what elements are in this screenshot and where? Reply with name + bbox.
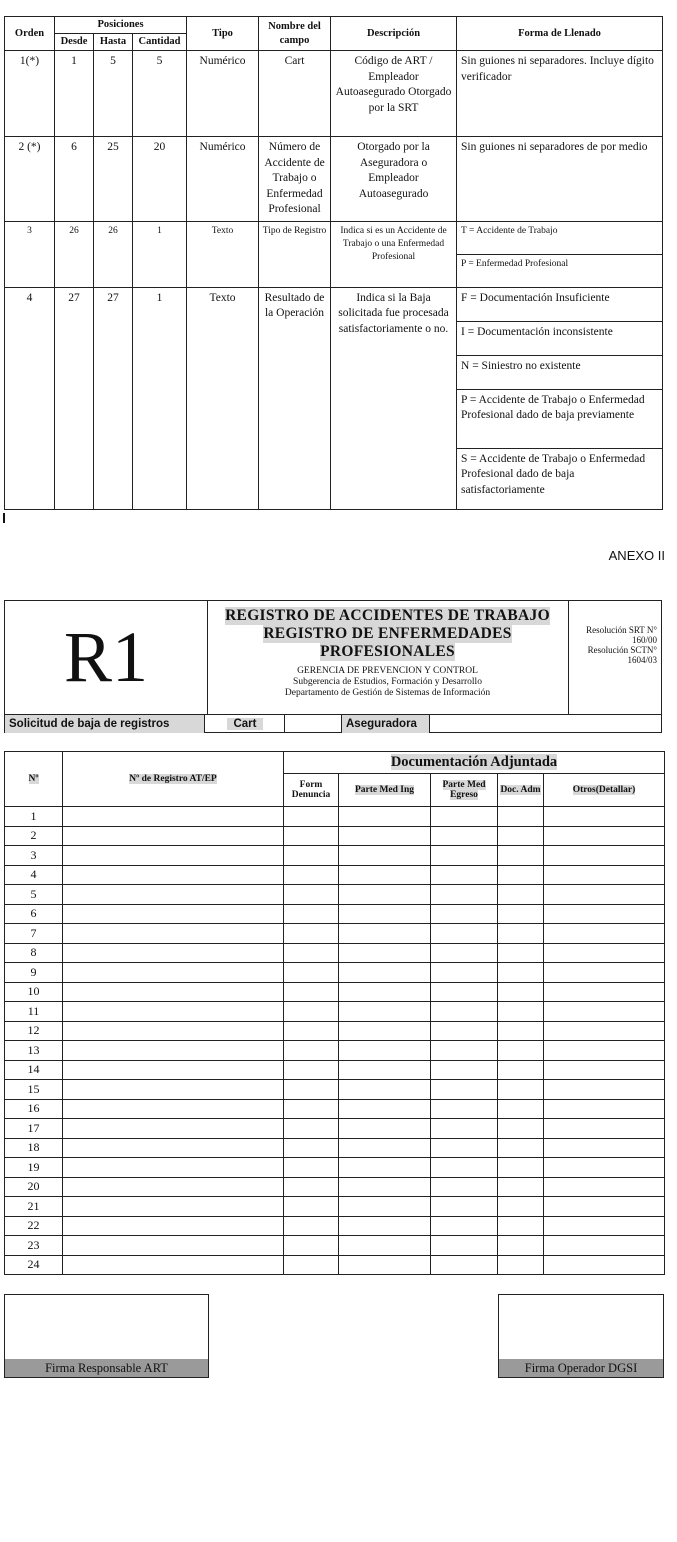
parte-med-ing-cell[interactable] (339, 1158, 431, 1178)
doc-adm-cell[interactable] (498, 1255, 544, 1275)
parte-med-egreso-cell[interactable] (431, 1158, 498, 1178)
cell-nombre: Tipo de Registro (259, 221, 331, 287)
form-denuncia-cell[interactable] (284, 1158, 339, 1178)
cell-hasta: 25 (94, 137, 133, 222)
cell-descripcion: Otorgado por la Aseguradora o Empleador Autoasegurado (331, 137, 457, 222)
registro-cell[interactable] (63, 1021, 284, 1041)
cell-forma (457, 221, 663, 287)
row-number: 10 (5, 982, 63, 1002)
parte-med-egreso-cell[interactable] (431, 1197, 498, 1217)
spec-row (5, 287, 663, 509)
doc-adm-cell[interactable] (498, 1138, 544, 1158)
signature-label-art: Firma Responsable ART (5, 1359, 208, 1377)
otros-cell[interactable] (544, 1080, 665, 1100)
doc-adm-cell[interactable] (498, 943, 544, 963)
row-number: 17 (5, 1119, 63, 1139)
row-number: 15 (5, 1080, 63, 1100)
doc-adm-cell[interactable] (498, 1002, 544, 1022)
form-denuncia-cell[interactable] (284, 1177, 339, 1197)
cell-cantidad: 5 (133, 51, 187, 137)
otros-cell[interactable] (544, 1021, 665, 1041)
table-row (5, 846, 665, 866)
doc-adm-cell[interactable] (498, 1119, 544, 1139)
parte-med-egreso-cell[interactable] (431, 1002, 498, 1022)
row-number: 20 (5, 1177, 63, 1197)
header-nombre: Nombre del campo (259, 17, 331, 51)
form-denuncia-cell[interactable] (284, 1060, 339, 1080)
row-number: 18 (5, 1138, 63, 1158)
header-parte-med-egreso (431, 774, 498, 807)
cell-hasta: 26 (94, 221, 133, 287)
header-registro-text: Nº de Registro AT/EP (129, 774, 217, 784)
parte-med-egreso-cell[interactable] (431, 846, 498, 866)
registro-cell[interactable] (63, 807, 284, 827)
registro-cell[interactable] (63, 885, 284, 905)
row-number: 8 (5, 943, 63, 963)
form-denuncia-cell[interactable] (284, 1041, 339, 1061)
parte-med-ing-cell[interactable] (339, 1021, 431, 1041)
table-row (5, 1041, 665, 1061)
doc-adm-cell[interactable] (498, 826, 544, 846)
registro-cell[interactable] (63, 846, 284, 866)
table-row (5, 1197, 665, 1217)
spec-row (5, 137, 663, 222)
cell-orden: 3 (5, 221, 55, 287)
parte-med-ing-cell[interactable] (339, 1255, 431, 1275)
cell-nombre: Resultado de la Operación (259, 287, 331, 509)
header-descripcion: Descripción (331, 17, 457, 51)
otros-cell[interactable] (544, 982, 665, 1002)
cell-descripcion: Indica si es un Accidente de Trabajo o una Enfermedad Profesional (331, 221, 457, 287)
otros-cell[interactable] (544, 924, 665, 944)
parte-med-egreso-cell[interactable] (431, 826, 498, 846)
doc-adm-cell[interactable] (498, 1041, 544, 1061)
form-denuncia-cell[interactable] (284, 904, 339, 924)
otros-cell[interactable] (544, 1177, 665, 1197)
table-row (5, 1119, 665, 1139)
row-number: 14 (5, 1060, 63, 1080)
table-row (5, 982, 665, 1002)
parte-med-egreso-cell[interactable] (431, 1119, 498, 1139)
header-desde: Desde (55, 34, 94, 51)
header-doc-adm (498, 774, 544, 807)
form-denuncia-cell[interactable] (284, 1099, 339, 1119)
table-row (5, 1138, 665, 1158)
otros-cell[interactable] (544, 1158, 665, 1178)
cell-hasta: 5 (94, 51, 133, 137)
header-parte-med-ing (339, 774, 431, 807)
form-denuncia-cell[interactable] (284, 846, 339, 866)
form-denuncia-cell[interactable] (284, 1080, 339, 1100)
org-line: Departamento de Gestión de Sistemas de Información (284, 688, 491, 698)
registro-cell[interactable] (63, 1002, 284, 1022)
parte-med-egreso-cell[interactable] (431, 924, 498, 944)
doc-adm-cell[interactable] (498, 1197, 544, 1217)
parte-med-egreso-cell[interactable] (431, 865, 498, 885)
table-row (5, 885, 665, 905)
cell-tipo: Numérico (187, 137, 259, 222)
header-orden: Orden (5, 17, 55, 51)
doc-adm-cell[interactable] (498, 963, 544, 983)
cell-orden: 2 (*) (5, 137, 55, 222)
parte-med-ing-cell[interactable] (339, 1236, 431, 1256)
doc-adm-cell[interactable] (498, 865, 544, 885)
otros-cell[interactable] (544, 885, 665, 905)
parte-med-ing-cell[interactable] (339, 1080, 431, 1100)
registro-cell[interactable] (63, 1041, 284, 1061)
cell-tipo: Numérico (187, 51, 259, 137)
parte-med-egreso-cell[interactable] (431, 1080, 498, 1100)
doc-adm-cell[interactable] (498, 1216, 544, 1236)
title-line: PROFESIONALES (320, 643, 455, 660)
cell-desde: 26 (55, 221, 94, 287)
registro-cell[interactable] (63, 982, 284, 1002)
annex-label: ANEXO II (608, 548, 665, 563)
resolution-line: 1604/03 (627, 655, 657, 665)
row-number: 3 (5, 846, 63, 866)
doc-adm-cell[interactable] (498, 1021, 544, 1041)
parte-med-ing-cell[interactable] (339, 1197, 431, 1217)
row-number: 13 (5, 1041, 63, 1061)
form-denuncia-cell[interactable] (284, 1197, 339, 1217)
doc-adm-cell[interactable] (498, 1158, 544, 1178)
header-parte-med-egreso-text: Parte Med Egreso (442, 780, 486, 800)
documentation-table (4, 751, 665, 1275)
table-row (5, 1177, 665, 1197)
header-form-denuncia: Form Denuncia (284, 774, 339, 807)
spec-row (5, 221, 663, 287)
doc-adm-cell[interactable] (498, 807, 544, 827)
registro-cell[interactable] (63, 865, 284, 885)
registro-cell[interactable] (63, 904, 284, 924)
doc-adm-cell[interactable] (498, 924, 544, 944)
cell-orden: 4 (5, 287, 55, 509)
form-denuncia-cell[interactable] (284, 1255, 339, 1275)
otros-cell[interactable] (544, 807, 665, 827)
forma-item: T = Accidente de Trabajo (461, 225, 558, 236)
field-spec-table (4, 16, 663, 510)
otros-cell[interactable] (544, 865, 665, 885)
registro-cell[interactable] (63, 1255, 284, 1275)
table-row (5, 1255, 665, 1275)
form-denuncia-cell[interactable] (284, 1002, 339, 1022)
doc-adm-cell[interactable] (498, 1060, 544, 1080)
form-code: R1 (63, 617, 149, 697)
row-number: 9 (5, 963, 63, 983)
doc-adm-cell[interactable] (498, 1177, 544, 1197)
doc-adm-cell[interactable] (498, 904, 544, 924)
parte-med-ing-cell[interactable] (339, 924, 431, 944)
organization-block (207, 666, 568, 699)
parte-med-ing-cell[interactable] (339, 1216, 431, 1236)
doc-adm-cell[interactable] (498, 846, 544, 866)
row-number: 5 (5, 885, 63, 905)
table-row (5, 1080, 665, 1100)
parte-med-egreso-cell[interactable] (431, 1041, 498, 1061)
otros-cell[interactable] (544, 1099, 665, 1119)
table-row (5, 943, 665, 963)
table-row (5, 826, 665, 846)
cell-forma (457, 137, 663, 222)
cell-cantidad: 1 (133, 221, 187, 287)
parte-med-egreso-cell[interactable] (431, 1236, 498, 1256)
cell-nombre: Número de Accidente de Trabajo o Enfermedad Profesional (259, 137, 331, 222)
form-code-box (5, 601, 208, 714)
forma-item: P = Enfermedad Profesional (457, 254, 662, 274)
otros-cell[interactable] (544, 943, 665, 963)
parte-med-ing-cell[interactable] (339, 1041, 431, 1061)
table-row (5, 1060, 665, 1080)
registro-cell[interactable] (63, 1236, 284, 1256)
parte-med-ing-cell[interactable] (339, 846, 431, 866)
header-documentacion (284, 752, 665, 774)
row-number: 24 (5, 1255, 63, 1275)
header-hasta: Hasta (94, 34, 133, 51)
cell-descripcion: Código de ART / Empleador Autoasegurado Otorgado por la SRT (331, 51, 457, 137)
form-denuncia-cell[interactable] (284, 1216, 339, 1236)
table-row (5, 865, 665, 885)
row-number: 6 (5, 904, 63, 924)
parte-med-ing-cell[interactable] (339, 904, 431, 924)
margin-mark (3, 513, 5, 523)
form-denuncia-cell[interactable] (284, 982, 339, 1002)
table-row (5, 924, 665, 944)
parte-med-ing-cell[interactable] (339, 1119, 431, 1139)
parte-med-egreso-cell[interactable] (431, 963, 498, 983)
forma-item: I = Documentación inconsistente (457, 321, 662, 355)
registro-cell[interactable] (63, 943, 284, 963)
header-registro (63, 752, 284, 807)
header-tipo: Tipo (187, 17, 259, 51)
doc-adm-cell[interactable] (498, 1080, 544, 1100)
cell-tipo: Texto (187, 221, 259, 287)
parte-med-ing-cell[interactable] (339, 1002, 431, 1022)
cell-forma (457, 287, 663, 509)
form-denuncia-cell[interactable] (284, 1138, 339, 1158)
registro-cell[interactable] (63, 1216, 284, 1236)
parte-med-ing-cell[interactable] (339, 1060, 431, 1080)
documentation-table-body (5, 807, 665, 1275)
form-denuncia-cell[interactable] (284, 826, 339, 846)
registro-cell[interactable] (63, 1099, 284, 1119)
form-denuncia-cell[interactable] (284, 1119, 339, 1139)
otros-cell[interactable] (544, 1002, 665, 1022)
registro-cell[interactable] (63, 963, 284, 983)
header-posiciones: Posiciones (55, 17, 187, 34)
table-row (5, 1158, 665, 1178)
header-forma: Forma de Llenado (457, 17, 663, 51)
form-denuncia-cell[interactable] (284, 1236, 339, 1256)
parte-med-ing-cell[interactable] (339, 1138, 431, 1158)
parte-med-egreso-cell[interactable] (431, 1060, 498, 1080)
cart-label: Cart (227, 718, 262, 730)
row-number: 22 (5, 1216, 63, 1236)
parte-med-egreso-cell[interactable] (431, 982, 498, 1002)
forma-item: P = Accidente de Trabajo o Enfermedad Profesional dado de baja previamente (457, 389, 662, 448)
registro-cell[interactable] (63, 1138, 284, 1158)
parte-med-egreso-cell[interactable] (431, 1177, 498, 1197)
otros-cell[interactable] (544, 963, 665, 983)
row-number: 1 (5, 807, 63, 827)
registro-cell[interactable] (63, 1060, 284, 1080)
cell-orden: 1(*) (5, 51, 55, 137)
cell-desde: 6 (55, 137, 94, 222)
forma-item: S = Accidente de Trabajo o Enfermedad Profesional dado de baja satisfactoriamente (457, 448, 662, 502)
table-row (5, 1002, 665, 1022)
row-number: 19 (5, 1158, 63, 1178)
registro-cell[interactable] (63, 826, 284, 846)
parte-med-egreso-cell[interactable] (431, 1255, 498, 1275)
aseguradora-label: Aseguradora (342, 715, 430, 733)
signature-label-dgsi: Firma Operador DGSI (499, 1359, 663, 1377)
cell-descripcion: Indica si la Baja solicitada fue procesada satisfactoriamente o no. (331, 287, 457, 509)
org-line: GERENCIA DE PREVENCION Y CONTROL (297, 666, 478, 676)
table-row (5, 807, 665, 827)
form-denuncia-cell[interactable] (284, 885, 339, 905)
otros-cell[interactable] (544, 1119, 665, 1139)
table-row (5, 904, 665, 924)
registro-cell[interactable] (63, 924, 284, 944)
form-denuncia-cell[interactable] (284, 943, 339, 963)
registro-cell[interactable] (63, 1119, 284, 1139)
form-denuncia-cell[interactable] (284, 807, 339, 827)
cell-cantidad: 1 (133, 287, 187, 509)
cell-hasta: 27 (94, 287, 133, 509)
parte-med-ing-cell[interactable] (339, 826, 431, 846)
row-number: 7 (5, 924, 63, 944)
parte-med-ing-cell[interactable] (339, 963, 431, 983)
table-row (5, 1099, 665, 1119)
parte-med-ing-cell[interactable] (339, 943, 431, 963)
registro-cell[interactable] (63, 1177, 284, 1197)
row-number: 21 (5, 1197, 63, 1217)
parte-med-egreso-cell[interactable] (431, 1021, 498, 1041)
cell-desde: 27 (55, 287, 94, 509)
form-header (4, 600, 662, 733)
form-title (207, 607, 568, 661)
row-number: 11 (5, 1002, 63, 1022)
form-denuncia-cell[interactable] (284, 865, 339, 885)
otros-cell[interactable] (544, 846, 665, 866)
parte-med-egreso-cell[interactable] (431, 904, 498, 924)
table-row (5, 1236, 665, 1256)
form-denuncia-cell[interactable] (284, 963, 339, 983)
parte-med-ing-cell[interactable] (339, 982, 431, 1002)
forma-item: N = Siniestro no existente (457, 355, 662, 389)
parte-med-ing-cell[interactable] (339, 1099, 431, 1119)
doc-adm-cell[interactable] (498, 982, 544, 1002)
form-info-row (5, 714, 661, 733)
parte-med-ing-cell[interactable] (339, 807, 431, 827)
parte-med-egreso-cell[interactable] (431, 1138, 498, 1158)
form-denuncia-cell[interactable] (284, 1021, 339, 1041)
table-row (5, 963, 665, 983)
header-otros (544, 774, 665, 807)
parte-med-egreso-cell[interactable] (431, 885, 498, 905)
resolution-line: Resolución SCTN° (587, 645, 657, 655)
cart-field[interactable] (285, 715, 342, 733)
cell-nombre: Cart (259, 51, 331, 137)
registro-cell[interactable] (63, 1197, 284, 1217)
header-cantidad: Cantidad (133, 34, 187, 51)
otros-cell[interactable] (544, 1060, 665, 1080)
parte-med-egreso-cell[interactable] (431, 807, 498, 827)
parte-med-egreso-cell[interactable] (431, 943, 498, 963)
parte-med-ing-cell[interactable] (339, 1177, 431, 1197)
doc-adm-cell[interactable] (498, 1099, 544, 1119)
otros-cell[interactable] (544, 904, 665, 924)
header-doc-adm-text: Doc. Adm (500, 785, 541, 795)
title-line: REGISTRO DE ACCIDENTES DE TRABAJO (225, 607, 550, 624)
header-otros-text: Otros(Detallar) (572, 785, 636, 795)
parte-med-egreso-cell[interactable] (431, 1099, 498, 1119)
parte-med-egreso-cell[interactable] (431, 1216, 498, 1236)
forma-item: Sin guiones ni separadores. Incluye dígito verificador (461, 55, 654, 83)
row-number: 23 (5, 1236, 63, 1256)
otros-cell[interactable] (544, 1138, 665, 1158)
row-number: 2 (5, 826, 63, 846)
doc-adm-cell[interactable] (498, 885, 544, 905)
resolution-line: 160/00 (631, 635, 657, 645)
header-documentacion-text: Documentación Adjuntada (390, 754, 558, 770)
table-row (5, 1021, 665, 1041)
cell-desde: 1 (55, 51, 94, 137)
org-line: Subgerencia de Estudios, Formación y Desarrollo (293, 677, 482, 687)
spec-row (5, 51, 663, 137)
row-number: 12 (5, 1021, 63, 1041)
parte-med-ing-cell[interactable] (339, 885, 431, 905)
registro-cell[interactable] (63, 1158, 284, 1178)
otros-cell[interactable] (544, 1041, 665, 1061)
aseguradora-field[interactable] (431, 715, 661, 733)
otros-cell[interactable] (544, 1255, 665, 1275)
solicitud-label: Solicitud de baja de registros (5, 715, 205, 733)
doc-adm-cell[interactable] (498, 1236, 544, 1256)
form-denuncia-cell[interactable] (284, 924, 339, 944)
row-number: 16 (5, 1099, 63, 1119)
forma-item: F = Documentación Insuficiente (461, 291, 610, 304)
otros-cell[interactable] (544, 1236, 665, 1256)
signature-box-art[interactable] (4, 1294, 209, 1378)
title-line: REGISTRO DE ENFERMEDADES (263, 625, 512, 642)
otros-cell[interactable] (544, 1197, 665, 1217)
cell-forma (457, 51, 663, 137)
resolution-box (568, 601, 661, 714)
cell-cantidad: 20 (133, 137, 187, 222)
signature-box-dgsi[interactable] (498, 1294, 664, 1378)
form-title-box (207, 601, 569, 714)
header-nro (5, 752, 63, 807)
registro-cell[interactable] (63, 1080, 284, 1100)
forma-item: Sin guiones ni separadores de por medio (461, 141, 648, 154)
header-nro-text: Nº (28, 774, 39, 784)
header-parte-med-ing-text: Parte Med Ing (354, 785, 415, 795)
parte-med-ing-cell[interactable] (339, 865, 431, 885)
resolution-line: Resolución SRT N° (586, 625, 657, 635)
row-number: 4 (5, 865, 63, 885)
otros-cell[interactable] (544, 826, 665, 846)
cell-tipo: Texto (187, 287, 259, 509)
otros-cell[interactable] (544, 1216, 665, 1236)
cart-label-cell (206, 715, 285, 733)
table-row (5, 1216, 665, 1236)
